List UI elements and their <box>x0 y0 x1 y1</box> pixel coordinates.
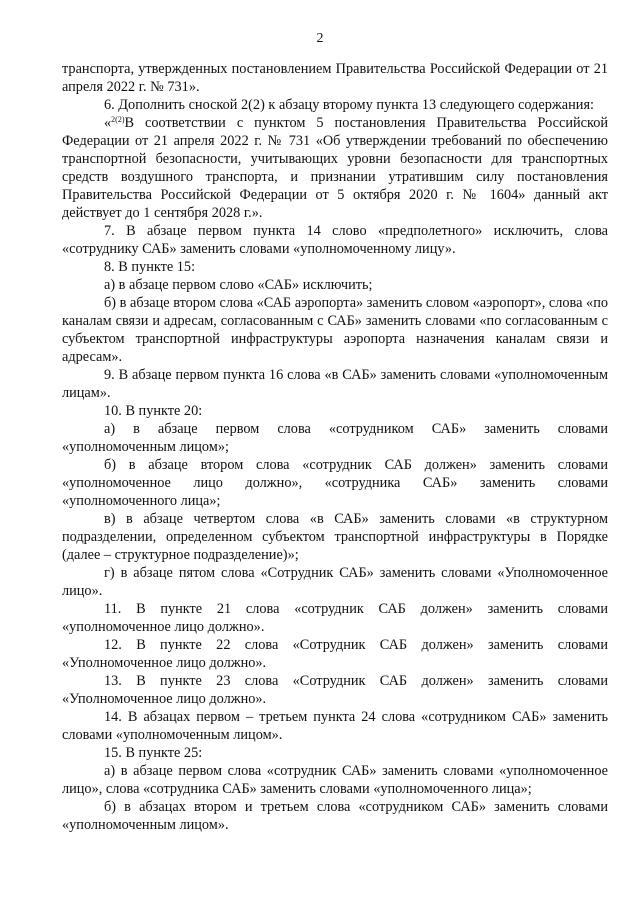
paragraph-item-8b: б) в абзаце втором слова «САБ аэропорта» заменить словом «аэропорт», слова «по каналам связи и адресам, согласованным с САБ» заменить словами «по согласованным с субъектом транспортной инфраструктуры аэропорта назначения каналам связи и адресам». <box>62 295 608 365</box>
paragraph-item-15: 15. В пункте 25: <box>104 745 203 761</box>
paragraph-item-6: 6. Дополнить сноской 2(2) к абзацу второму пункта 13 следующего содержания: <box>104 97 594 113</box>
paragraph-item-12: 12. В пункте 22 слова «Сотрудник САБ должен» заменить словами «Уполномоченное лицо должно». <box>62 637 608 671</box>
paragraph-item-10b: б) в абзаце втором слова «сотрудник САБ должен» заменить словами «уполномоченное лицо должно», «сотрудника САБ» заменить словами «уполномоченного лица»; <box>62 457 608 509</box>
paragraph-item-8: 8. В пункте 15: <box>104 259 196 275</box>
footnote-marker: 2(2) <box>111 115 125 124</box>
paragraph-item-10: 10. В пункте 20: <box>104 403 203 419</box>
paragraph-item-10v: в) в абзаце четвертом слова «в САБ» заменить словами «в структурном подразделении, определенном субъектом транспортной инфраструктуры в Порядке (далее – структурное подразделение)»; <box>62 511 608 563</box>
footnote-body: В соответствии с пунктом 5 постановления Правительства Российской Федерации от 21 апреля 2022 г. № 731 «Об утверждении требований по обеспечению транспортной безопасности, учитывающих уровни безопасности для транспортных средств воздушного транспорта, и признании утратившим силу постановления Правительства Российской Федерации от 5 октября 2020 г. № 1604» данный акт действует до 1 сентября 2028 г.». <box>62 115 608 221</box>
paragraph-item-10g: г) в абзаце пятом слова «Сотрудник САБ» заменить словами «Уполномоченное лицо». <box>62 565 608 599</box>
paragraph-footnote-text <box>62 114 608 222</box>
paragraph-item-10a: а) в абзаце первом слова «сотрудником САБ» заменить словами «уполномоченным лицом»; <box>62 421 608 455</box>
paragraph-item-8a: а) в абзаце первом слово «САБ» исключить; <box>104 277 373 293</box>
paragraph-item-9: 9. В абзаце первом пункта 16 слова «в САБ» заменить словами «уполномоченным лицам». <box>62 367 608 401</box>
open-quote: « <box>104 115 112 131</box>
paragraph-item-13: 13. В пункте 23 слова «Сотрудник САБ должен» заменить словами «Уполномоченное лицо должно». <box>62 673 608 707</box>
document-body <box>62 60 608 834</box>
paragraph-item-14: 14. В абзацах первом – третьем пункта 24 слова «сотрудником САБ» заменить словами «уполномоченным лицом». <box>62 709 608 743</box>
paragraph-continuation: транспорта, утвержденных постановлением Правительства Российской Федерации от 21 апреля 2022 г. № 731». <box>62 61 608 95</box>
paragraph-item-15b: б) в абзацах втором и третьем слова «сотрудником САБ» заменить словами «уполномоченным лицом». <box>62 799 608 833</box>
paragraph-item-7: 7. В абзаце первом пункта 14 слово «предполетного» исключить, слова «сотруднику САБ» заменить словами «уполномоченному лицу». <box>62 223 608 257</box>
page-number: 2 <box>316 31 324 46</box>
paragraph-item-15a: а) в абзаце первом слова «сотрудник САБ» заменить словами «уполномоченное лицо», слова «сотрудника САБ» заменить словами «уполномоченного лица»; <box>62 763 608 797</box>
paragraph-item-11: 11. В пункте 21 слова «сотрудник САБ должен» заменить словами «уполномоченное лицо должно». <box>62 601 608 635</box>
